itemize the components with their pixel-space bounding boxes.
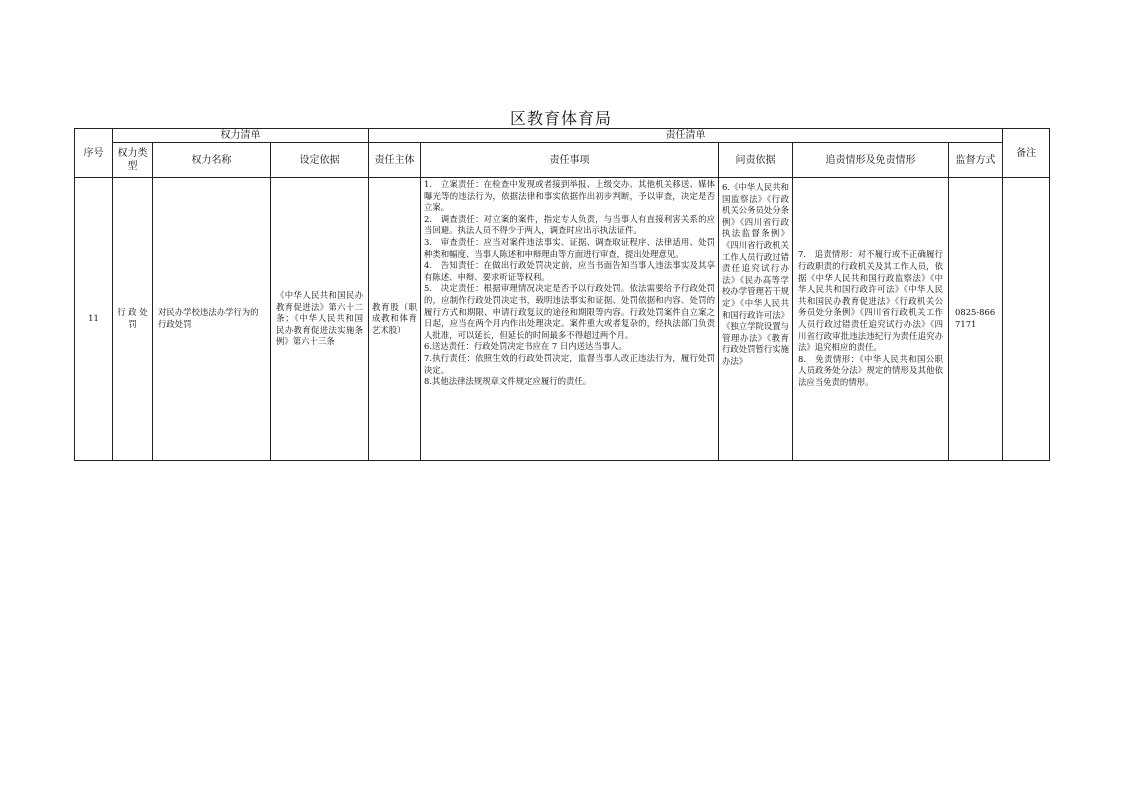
- header-power-list: 权力清单: [113, 129, 369, 143]
- header-row-bottom: [75, 143, 1050, 178]
- matter-item: 1. 立案责任：在检查中发现或者接到举报、上级交办、其他机关移送、媒体曝光等的违法行为，依据法律和事实依据作出初步判断，予以审查，决定是否立案。: [424, 179, 716, 213]
- header-matters: 责任事项: [421, 143, 719, 178]
- matter-item: 4. 告知责任：在做出行政处罚决定前，应当书面告知当事人违法事实及其享有陈述、申辩、要求听证等权利。: [424, 260, 716, 282]
- cell-seq: 11: [75, 178, 113, 461]
- matter-item: 5. 决定责任：根据审理情况决定是否予以行政处罚。依法需要给予行政处罚的，应制作行政处罚决定书，载明违法事实和证据、处罚依据和内容、处罚的履行方式和期限、申请行政复议的途径和期限等内容。行政处罚案件自立案之日起，应当在两个月内作出处理决定。案件重大或者复杂的，经执法部门负责人批准，可以延长，但延长的时间最多不得超过两个月。: [424, 283, 716, 340]
- liability-item: 8. 免责情形：《中华人民共和国公职人员政务处分法》规定的情形及其他依法应当免责的情形。: [798, 353, 944, 387]
- header-basis: 设定依据: [271, 143, 369, 178]
- matter-item: 7.执行责任：依照生效的行政处罚决定，监督当事人改正违法行为，履行处罚决定。: [424, 352, 716, 375]
- matter-item: 8.其他法律法规规章文件规定应履行的责任。: [424, 376, 592, 387]
- header-power-name: 权力名称: [153, 143, 271, 178]
- cell-power-type: 行 政 处罚: [113, 178, 153, 461]
- cell-matters: [421, 178, 719, 461]
- header-seq: 序号: [75, 129, 113, 178]
- header-liability: 追责情形及免责情形: [793, 143, 949, 178]
- cell-supervision: 0825-8667171: [949, 178, 1003, 461]
- matter-item: 6.送达责任：行政处罚决定书应在 7 日内送达当事人。: [424, 341, 627, 352]
- cell-power-name: 对民办学校违法办学行为的行政处罚: [153, 178, 271, 461]
- liability-item: 7. 追责情形：对不履行或不正确履行行政职责的行政机关及其工作人员，依据《中华人民共和国行政监察法》《中华人民共和国行政许可法》《中华人民共和国民办教育促进法》《行政机关公务员处分条例》《四川省行政机关工作人员行政过错责任追究试行办法》《四川省行政审批违法违纪行为责任追究办法》追究相应的责任。: [798, 249, 944, 353]
- header-accountability-basis: 问责依据: [719, 143, 793, 178]
- header-responsibility-list: 责任清单: [369, 129, 1003, 143]
- cell-liability: [793, 178, 949, 461]
- header-row-top: [75, 129, 1050, 143]
- matter-item: 3. 审查责任：应当对案件违法事实、证据、调查取证程序、法律适用、处罚种类和幅度、当事人陈述和申辩理由等方面进行审查，提出处理意见。: [424, 236, 716, 259]
- header-subject: 责任主体: [369, 143, 421, 178]
- header-supervision: 监督方式: [949, 143, 1003, 178]
- header-power-type: 权力类型: [113, 143, 153, 178]
- cell-subject: 教育股（职成教和体育艺术股）: [369, 178, 421, 461]
- cell-accountability-basis: 6.《中华人民共和国监察法》《行政机关公务员处分条例》《四川省行政执法监督条例》《四川省行政机关工作人员行政过错责任追究试行办法》《民办高等学校办学管理若干规定》《中华人民共和国行政许可法》《独立学院设置与管理办法》《教育行政处罚暂行实施办法》: [719, 178, 793, 461]
- cell-basis: 《中华人民共和国民办教育促进法》第六十二条；《中华人民共和国民办教育促进法实施条例》第六十三条: [271, 178, 369, 461]
- matter-item: 2. 调查责任：对立案的案件，指定专人负责，与当事人有直接利害关系的应当回避。执法人员不得少于两人，调查时应出示执法证件。: [424, 213, 716, 236]
- cell-remarks: [1003, 178, 1050, 461]
- header-remarks: 备注: [1003, 129, 1050, 178]
- page-title: 区教育体育局: [509, 109, 612, 128]
- responsibility-table: [74, 128, 1050, 461]
- table-row: [75, 178, 1050, 461]
